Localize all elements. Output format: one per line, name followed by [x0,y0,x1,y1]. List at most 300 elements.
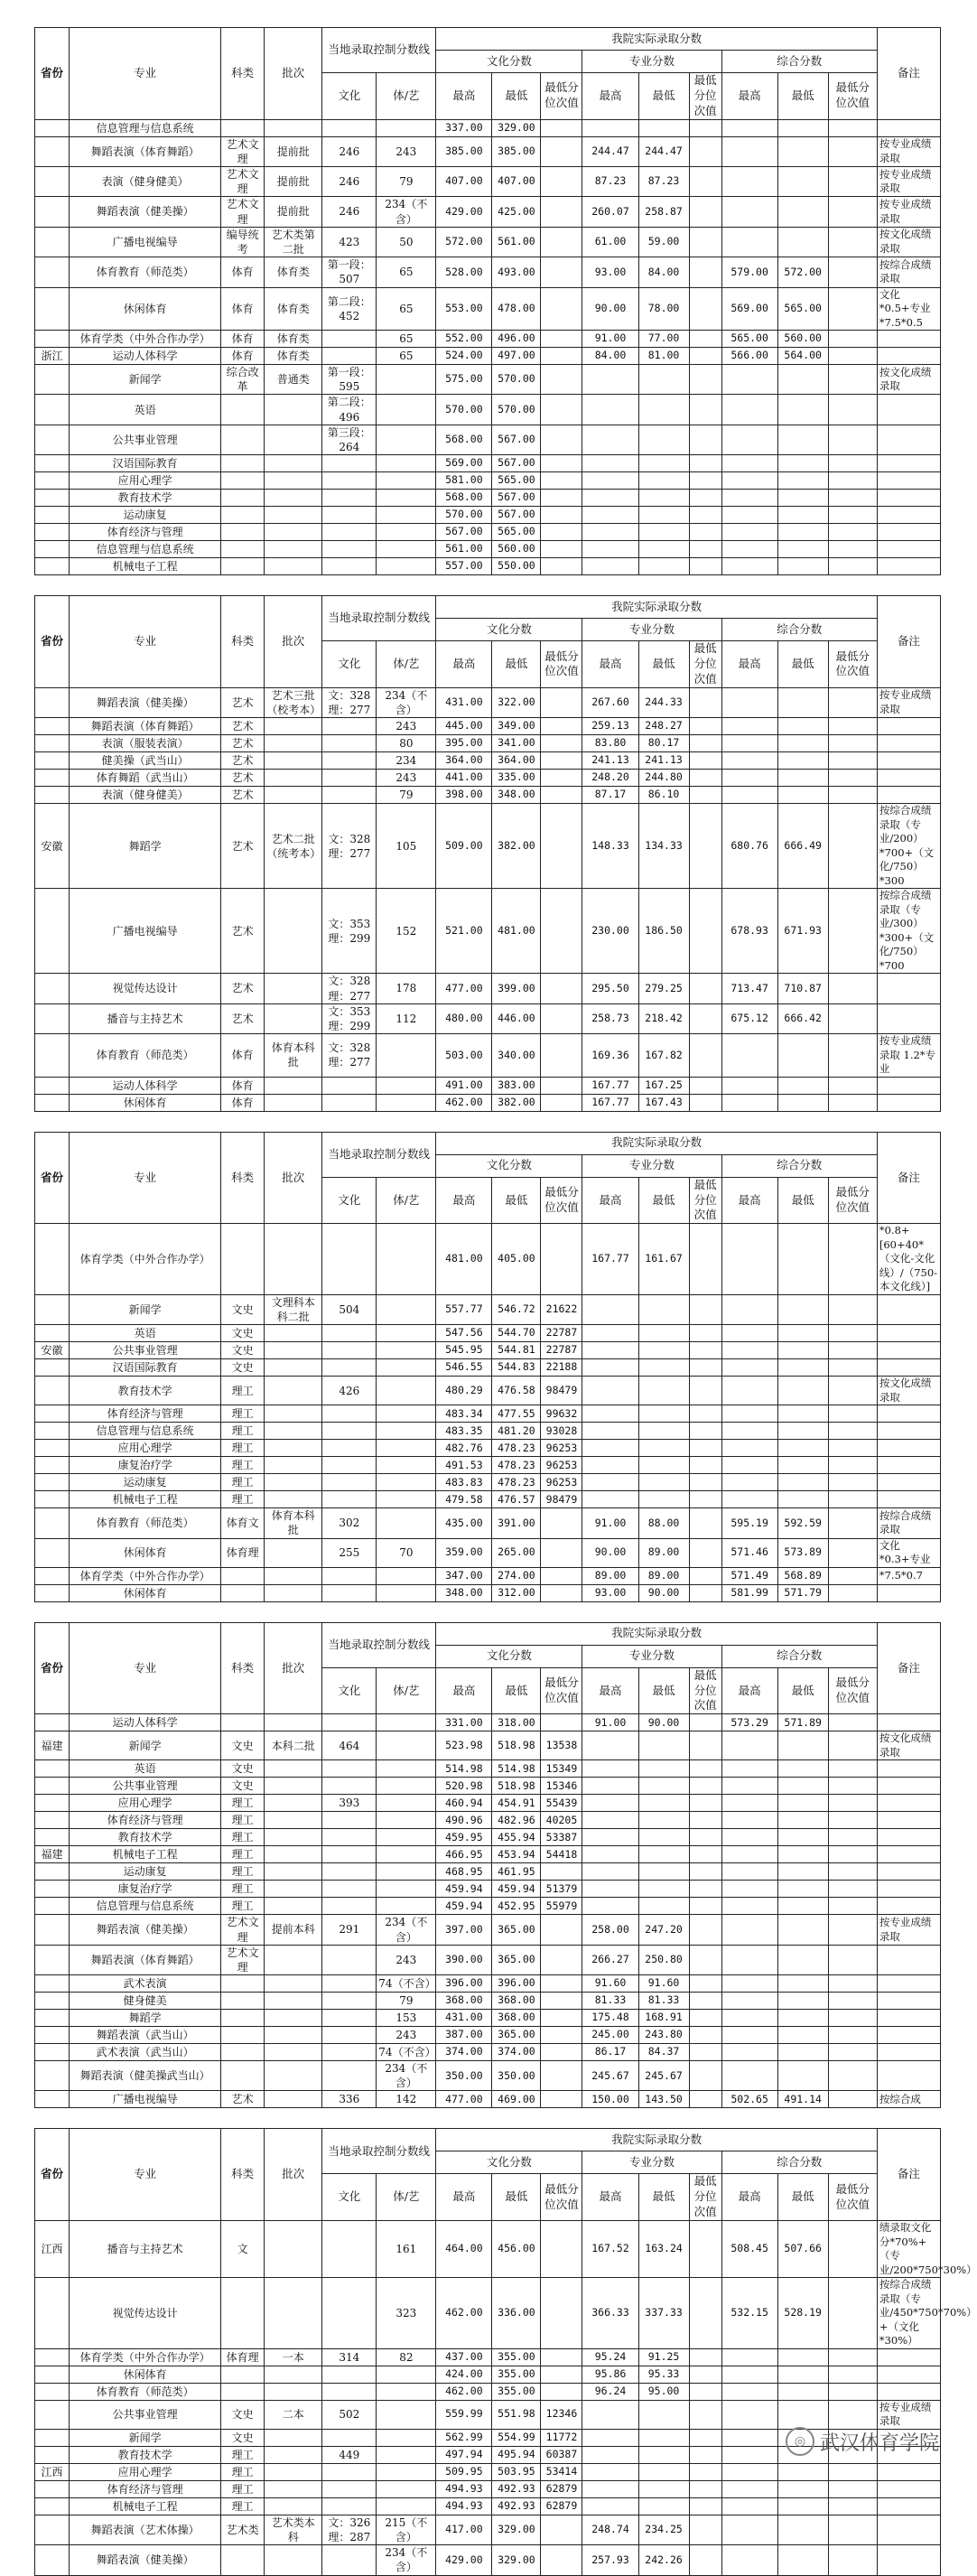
cell-p-rank [689,2429,721,2446]
cell-z-min [777,1224,828,1295]
col-major: 专业 [70,2129,221,2221]
cell-p-max: 248.20 [582,770,638,787]
cell-province [35,455,70,472]
cell-province [35,507,70,524]
col-c-min: 最低 [492,73,541,120]
cell-batch [265,1975,322,1993]
cell-c-rank [541,395,582,425]
cell-z-max [721,1034,777,1078]
col-p-min: 最低 [638,2174,689,2221]
cell-note [877,2010,940,2027]
cell-major: 运动人体科学 [70,1714,221,1731]
cell-z-rank [828,558,877,575]
cell-subject [221,1584,265,1601]
cell-c-rank: 99632 [541,1405,582,1423]
cell-province: 浙江 [35,348,70,365]
cell-p-max [582,1342,638,1359]
cell-p-min [638,1863,689,1881]
cell-p-max [582,1405,638,1423]
table-row [35,1567,941,1584]
cell-c-min: 550.00 [492,558,541,575]
cell-batch: 体育本科批 [265,1508,322,1538]
cell-batch [265,974,322,1003]
cell-z-max [721,687,777,717]
cell-z-max: 508.45 [721,2221,777,2278]
cell-p-rank [689,541,721,558]
cell-z-max [721,227,777,257]
cell-province [35,524,70,541]
table-row [35,1094,941,1111]
cell-pe: 234（不含） [377,2545,436,2575]
cell-c-rank [541,974,582,1003]
cell-p-max [582,1440,638,1457]
cell-batch [265,1881,322,1898]
cell-subject: 艺术 [221,804,265,889]
col-c-max: 最高 [436,73,492,120]
cell-batch [265,558,322,575]
cell-pe [377,541,436,558]
cell-major: 机械电子工程 [70,1491,221,1508]
cell-p-rank [689,1294,721,1324]
cell-p-rank [689,2515,721,2544]
cell-pe: 50 [377,227,436,257]
cell-z-min [777,1325,828,1342]
cell-p-max [582,1795,638,1812]
cell-cult: 464 [322,1731,377,1760]
cell-p-max [582,2497,638,2515]
cell-cult: 第一段：507 [322,257,377,287]
cell-batch [265,1457,322,1474]
col-remark: 备注 [877,596,940,688]
cell-major: 公共事业管理 [70,1778,221,1795]
cell-cult [322,2027,377,2044]
cell-c-min: 461.95 [492,1863,541,1881]
cell-z-max [721,167,777,197]
cell-pe [377,1812,436,1829]
cell-z-rank [828,2221,877,2278]
cell-subject: 文史 [221,2400,265,2429]
cell-p-max [582,524,638,541]
cell-z-min: 491.14 [777,2091,828,2108]
cell-major: 体育学类（中外合作办学） [70,331,221,348]
cell-p-rank [689,167,721,197]
cell-pe [377,2463,436,2480]
table-row [35,1224,941,1295]
cell-c-min: 476.57 [492,1491,541,1508]
cell-major: 体育教育（师范类） [70,2383,221,2400]
cell-c-min: 336.00 [492,2278,541,2349]
cell-subject: 理工 [221,2497,265,2515]
col-z-rank: 最低分位次值 [828,1177,877,1224]
cell-batch [265,1491,322,1508]
cell-cult: 文：326 理：287 [322,2515,377,2544]
cell-p-min [638,1440,689,1457]
cell-c-min: 565.00 [492,472,541,490]
cell-p-rank [689,1474,721,1491]
cell-z-rank [828,2480,877,2497]
cell-province [35,1812,70,1829]
cell-cult [322,1094,377,1111]
cell-c-min: 496.00 [492,331,541,348]
cell-p-rank [689,1584,721,1601]
cell-pe: 243 [377,2027,436,2044]
cell-c-max: 545.95 [436,1342,492,1359]
admission-table-block [34,595,975,1111]
cell-p-min [638,1795,689,1812]
col-comp-scores: 综合分数 [721,2151,877,2174]
cell-p-max [582,1423,638,1440]
cell-z-rank [828,257,877,287]
cell-c-rank [541,1508,582,1538]
cell-batch [265,524,322,541]
cell-z-max [721,1491,777,1508]
cell-c-max: 462.00 [436,1094,492,1111]
cell-c-max: 374.00 [436,2044,492,2061]
col-c-min: 最低 [492,641,541,688]
cell-c-rank: 53387 [541,1829,582,1846]
cell-z-max [721,2061,777,2091]
cell-pe [377,507,436,524]
cell-z-rank [828,348,877,365]
cell-z-max [721,541,777,558]
admission-table-block [34,2128,975,2575]
cell-z-min [777,1359,828,1377]
cell-note [877,1714,940,1731]
cell-pe: 79 [377,787,436,804]
cell-p-min [638,2400,689,2429]
cell-p-max [582,2463,638,2480]
cell-p-max [582,1846,638,1863]
cell-z-rank [828,524,877,541]
cell-pe [377,1714,436,1731]
cell-major: 休闲体育 [70,1094,221,1111]
cell-batch [265,2010,322,2027]
cell-province [35,119,70,136]
cell-z-rank [828,1405,877,1423]
cell-z-min [777,558,828,575]
cell-batch [265,1945,322,1974]
table-row [35,2366,941,2383]
table-row [35,287,941,331]
cell-c-max: 466.95 [436,1846,492,1863]
cell-c-rank [541,2044,582,2061]
cell-p-max: 167.77 [582,1224,638,1295]
cell-c-rank: 55439 [541,1795,582,1812]
cell-p-rank [689,2463,721,2480]
cell-z-max [721,787,777,804]
cell-subject: 理工 [221,2446,265,2463]
cell-c-max: 359.00 [436,1538,492,1567]
cell-subject: 艺术文理 [221,197,265,227]
cell-note [877,1795,940,1812]
cell-c-max: 464.00 [436,2221,492,2278]
table-row [35,2480,941,2497]
cell-z-min [777,2027,828,2044]
cell-z-min [777,2366,828,2383]
table-row [35,718,941,735]
cell-z-rank [828,395,877,425]
cell-pe [377,425,436,454]
cell-pe [377,472,436,490]
cell-province: 江西 [35,2463,70,2480]
cell-c-min: 322.00 [492,687,541,717]
cell-subject: 理工 [221,1881,265,1898]
cell-c-min: 391.00 [492,1508,541,1538]
col-c-rank: 最低分位次值 [541,1177,582,1224]
cell-province [35,136,70,166]
cell-c-max: 480.29 [436,1377,492,1405]
cell-p-rank [689,425,721,454]
cell-p-min [638,1846,689,1863]
cell-c-max: 397.00 [436,1915,492,1945]
cell-p-max: 84.00 [582,348,638,365]
cell-p-min: 86.10 [638,787,689,804]
cell-c-max: 390.00 [436,1945,492,1974]
admission-table-block [34,1132,975,1602]
cell-p-max: 245.00 [582,2027,638,2044]
cell-c-max: 572.00 [436,227,492,257]
cell-z-rank [828,2027,877,2044]
cell-p-min: 143.50 [638,2091,689,2108]
col-z-rank: 最低分位次值 [828,1667,877,1714]
cell-major: 舞蹈表演（健美操武当山） [70,2061,221,2091]
cell-c-max: 431.00 [436,687,492,717]
cell-batch [265,1846,322,1863]
cell-subject [221,1975,265,1993]
cell-z-max [721,1377,777,1405]
cell-batch [265,2463,322,2480]
cell-c-max: 521.00 [436,889,492,974]
cell-c-max: 385.00 [436,136,492,166]
cell-note [877,2027,940,2044]
cell-z-max [721,1915,777,1945]
cell-z-max [721,136,777,166]
table-row [35,395,941,425]
cell-note [877,1812,940,1829]
cell-c-rank: 55979 [541,1898,582,1915]
cell-z-min [777,1440,828,1457]
cell-pe: 152 [377,889,436,974]
cell-c-max: 547.56 [436,1325,492,1342]
cell-p-rank [689,2480,721,2497]
cell-pe: 178 [377,974,436,1003]
cell-z-min [777,1760,828,1778]
cell-c-max: 424.00 [436,2366,492,2383]
cell-z-max [721,472,777,490]
cell-c-max: 491.00 [436,1077,492,1094]
cell-note: 按专业成绩录取 [877,167,940,197]
cell-c-min: 368.00 [492,2010,541,2027]
cell-c-min: 560.00 [492,541,541,558]
col-pe-art: 体/艺 [377,1667,436,1714]
cell-cult: 393 [322,1795,377,1812]
cell-batch [265,1829,322,1846]
cell-cult [322,1714,377,1731]
cell-z-min [777,1294,828,1324]
cell-z-min [777,490,828,507]
cell-p-max [582,558,638,575]
cell-z-max [721,1342,777,1359]
cell-subject [221,1714,265,1731]
table-row [35,1795,941,1812]
cell-major: 信息管理与信息系统 [70,541,221,558]
cell-major: 播音与主持艺术 [70,1003,221,1033]
cell-batch [265,1714,322,1731]
cell-z-max [721,2400,777,2429]
cell-subject [221,119,265,136]
cell-z-min [777,2010,828,2027]
col-p-rank: 最低分位次值 [689,1177,721,1224]
cell-p-rank [689,524,721,541]
admission-table [34,2128,977,2575]
cell-z-min [777,1474,828,1491]
cell-c-max: 509.00 [436,804,492,889]
cell-p-min: 90.00 [638,1584,689,1601]
cell-c-min: 492.93 [492,2497,541,2515]
cell-c-min: 482.96 [492,1812,541,1829]
cell-note [877,770,940,787]
cell-z-max [721,1440,777,1457]
cell-c-min: 478.23 [492,1474,541,1491]
cell-c-max: 497.94 [436,2446,492,2463]
cell-cult: 302 [322,1508,377,1538]
table-row [35,1377,941,1405]
cell-cult: 426 [322,1377,377,1405]
cell-z-rank [828,735,877,752]
cell-pe [377,395,436,425]
cell-z-rank [828,331,877,348]
cell-p-min [638,2463,689,2480]
cell-p-min: 167.43 [638,1094,689,1111]
cell-major: 英语 [70,395,221,425]
cell-p-rank [689,1714,721,1731]
cell-z-rank [828,1898,877,1915]
cell-c-max: 514.98 [436,1760,492,1778]
cell-p-min: 91.60 [638,1975,689,1993]
cell-p-max [582,2400,638,2429]
cell-major: 播音与主持艺术 [70,2221,221,2278]
cell-p-max: 241.13 [582,752,638,770]
cell-p-max: 266.27 [582,1945,638,1974]
cell-batch [265,455,322,472]
cell-subject: 理工 [221,1423,265,1440]
cell-p-rank [689,1034,721,1078]
cell-z-rank [828,1440,877,1457]
cell-z-max [721,1993,777,2010]
cell-z-rank [828,472,877,490]
cell-p-rank [689,1224,721,1295]
cell-c-min: 456.00 [492,2221,541,2278]
cell-p-rank [689,787,721,804]
cell-p-max [582,395,638,425]
cell-z-max: 579.00 [721,257,777,287]
table-row [35,2463,941,2480]
cell-z-min [777,167,828,197]
cell-batch [265,889,322,974]
cell-z-min [777,2400,828,2429]
cell-note [877,1584,940,1601]
cell-pe: 153 [377,2010,436,2027]
cell-c-min: 382.00 [492,1094,541,1111]
col-major: 专业 [70,28,221,120]
cell-cult [322,2480,377,2497]
cell-major: 英语 [70,1325,221,1342]
cell-c-max: 398.00 [436,787,492,804]
cell-p-rank [689,752,721,770]
table-row [35,1714,941,1731]
cell-cult [322,1778,377,1795]
cell-pe: 234（不含） [377,687,436,717]
cell-pe [377,2497,436,2515]
cell-c-min: 567.00 [492,490,541,507]
cell-p-rank [689,1538,721,1567]
table-row [35,227,941,257]
cell-c-max: 479.58 [436,1491,492,1508]
cell-pe: 243 [377,1945,436,1974]
cell-z-max [721,718,777,735]
cell-note [877,1491,940,1508]
cell-major: 舞蹈表演（体育舞蹈） [70,136,221,166]
cell-p-rank [689,331,721,348]
cell-cult [322,735,377,752]
cell-c-min: 355.00 [492,2348,541,2366]
cell-c-rank [541,2545,582,2575]
cell-z-min [777,1457,828,1474]
cell-province [35,1567,70,1584]
cell-z-min: 571.89 [777,1714,828,1731]
table-row [35,1359,941,1377]
cell-p-min [638,395,689,425]
cell-p-max: 91.60 [582,1975,638,1993]
cell-note [877,472,940,490]
cell-z-max [721,1474,777,1491]
cell-p-min [638,490,689,507]
cell-c-min: 477.55 [492,1405,541,1423]
cell-c-rank [541,490,582,507]
cell-cult: 246 [322,197,377,227]
cell-c-rank [541,558,582,575]
cell-batch: 普通类 [265,365,322,395]
cell-c-max: 570.00 [436,395,492,425]
cell-z-min [777,507,828,524]
cell-c-rank [541,1945,582,1974]
cell-z-rank [828,2348,877,2366]
cell-batch [265,1474,322,1491]
cell-c-min: 544.83 [492,1359,541,1377]
cell-p-max: 95.24 [582,2348,638,2366]
cell-c-min: 312.00 [492,1584,541,1601]
table-row [35,974,941,1003]
cell-p-min: 80.17 [638,735,689,752]
cell-z-min: 507.66 [777,2221,828,2278]
cell-cult [322,1423,377,1440]
table-row [35,1993,941,2010]
cell-z-min [777,1993,828,2010]
cell-p-rank [689,395,721,425]
cell-subject: 体育 [221,257,265,287]
cell-province: 安徽 [35,804,70,889]
cell-z-min [777,2044,828,2061]
cell-p-rank [689,1846,721,1863]
cell-subject: 艺术 [221,735,265,752]
cell-subject: 文史 [221,2429,265,2446]
cell-c-max: 575.00 [436,365,492,395]
cell-p-max: 167.52 [582,2221,638,2278]
cell-p-min: 161.67 [638,1224,689,1295]
cell-c-max: 568.00 [436,425,492,454]
cell-major: 运动康复 [70,1863,221,1881]
cell-cult: 291 [322,1915,377,1945]
